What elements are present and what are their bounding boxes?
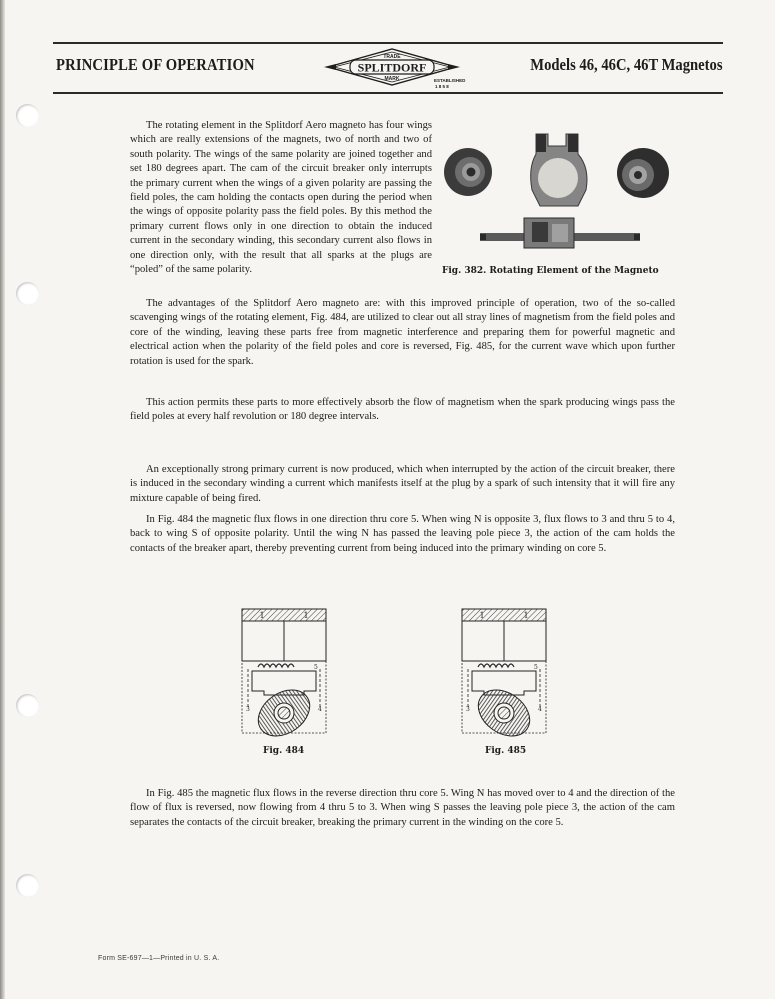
logo-trade: TRADE (383, 54, 401, 60)
splitdorf-trademark-logo (322, 47, 466, 91)
label-pole-3: 3 (466, 706, 470, 713)
end-plate-right (617, 148, 669, 198)
magneto-housing (531, 134, 587, 206)
header-top-rule (53, 42, 723, 44)
logo-brand: SPLITDORF (357, 60, 427, 75)
label-core-5: 5 (314, 664, 318, 671)
paragraph-fig-484: In Fig. 484 the magnetic flux flows in one direction thru core 5. When wing N is opposite 3, flux flows to 3 and thru 5 to 4, back to wing S of opposite polarity. Until the wing N has passed the leaving pole piece 3, the action of the cam holds the contacts of the breaker apart, thereby preventing current from being induced into the primary winding on core 5. (130, 514, 675, 554)
form-footer: Form SE-697—1—Printed in U. S. A. (98, 955, 220, 962)
rotor-shaft (480, 218, 640, 248)
page-edge-shadow (0, 0, 5, 999)
fig-485-diagram (460, 607, 548, 739)
binder-hole (16, 874, 39, 897)
models-title: Models 46, 46C, 46T Magnetos (530, 55, 723, 74)
label-magnet-1: 1 (259, 611, 265, 620)
label-pole-4: 4 (318, 706, 322, 713)
paragraph-primary-current: An exceptionally strong primary current is now produced, which when interrupted by the action of the circuit breaker, there is induced in the secondary winding a current which manifests itself at the plug by a spark of such intensity that it will fire any mixture capable of being fired. (130, 464, 675, 504)
section-title: PRINCIPLE OF OPERATION (56, 55, 255, 74)
paragraph-rotating-element: The rotating element in the Splitdorf Aero magneto has four wings which are really extensions of the magnets, two of north and two of south polarity. The wings of the same polarity are joined together and set 180 degrees apart. The cam of the circuit breaker only interrupts the primary current when the wings of a given polarity are passing the field poles, the cam holding the contacts open during the period when the wings of opposite polarity pass the field poles. By this method the primary current flows only in one direction to obtain the induced current in the secondary winding, this secondary current also flows in one direction only, with the result that all sparks at the plugs are “poled” of the same polarity. (130, 120, 432, 276)
paragraph-advantages: The advantages of the Splitdorf Aero magneto are: with this improved principle of operation, two of the so-called scavenging wings of the rotating element, Fig. 484, are utilized to clear out all stray lines of magnetism from the field poles and core of the winding, leaving these parts free from magnetic interference and preparing them for powerful magnetic and electrical action when the polarity of the field poles and core is reversed, Fig. 485, for the current wave which upon further rotation is used for the spark. (130, 298, 675, 367)
end-plate-left (444, 148, 492, 196)
label-magnet-1b: 1 (303, 611, 309, 620)
label-pole-3: 3 (246, 706, 250, 713)
binder-hole (16, 694, 39, 717)
header-bottom-rule (53, 92, 723, 94)
binder-hole (16, 104, 39, 127)
fig-382-caption: Fig. 382. Rotating Element of the Magneto (442, 266, 659, 276)
fig-484-caption: Fig. 484 (263, 746, 305, 756)
label-magnet-1b: 1 (523, 611, 529, 620)
fig-485-caption: Fig. 485 (485, 746, 527, 756)
rotating-element-photo (440, 120, 680, 255)
logo-mark: MARK (384, 76, 400, 82)
paragraph-fig-485: In Fig. 485 the magnetic flux flows in the reverse direction thru core 5. Wing N has moved over to 4 and the direction of the flow of flux is reversed, now flowing from 4 thru 5 to 3. When wing S passes the leaving pole piece 3, the action of the cam separates the contacts of the circuit breaker, breaking the primary current in the winding on the core 5. (130, 788, 675, 828)
logo-established: ESTABLISHED (434, 78, 466, 83)
fig-484-diagram (240, 607, 328, 739)
paragraph-action: This action permits these parts to more effectively absorb the flow of magnetism when the spark producing wings pass the field poles at every half revolution or 180 degree intervals. (130, 397, 675, 423)
label-pole-4: 4 (538, 706, 542, 713)
label-magnet-1: 1 (479, 611, 485, 620)
binder-hole (16, 282, 39, 305)
label-core-5: 5 (534, 664, 538, 671)
logo-year: 1 8 5 8 (435, 84, 449, 89)
